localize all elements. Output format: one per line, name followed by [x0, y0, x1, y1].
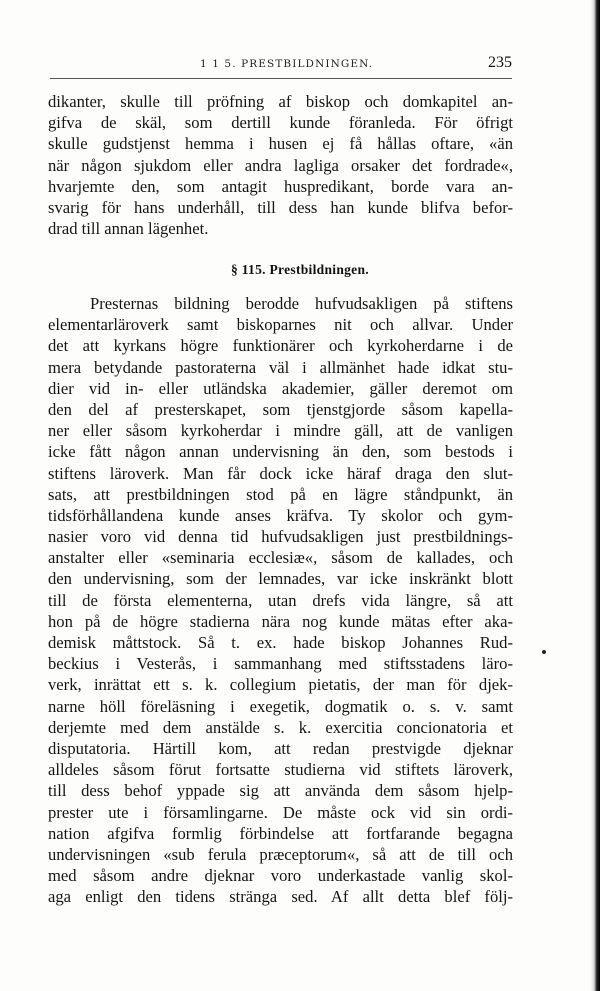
- text-line: prester ute i församlingarne. De måste ock vid sin ordi-: [48, 802, 513, 822]
- text-line: det att kyrkans högre funktionärer och kyrkoherdarne i de: [48, 336, 513, 356]
- section-heading: § 115. Prestbildningen.: [231, 262, 369, 277]
- margin-dot-mark: [542, 650, 546, 654]
- text-line: till de första elementerna, utan drefs vida längre, så att: [48, 590, 513, 610]
- text-line: nasier voro vid denna tid hufvudsakligen just prestbildnings-: [48, 527, 513, 547]
- text-line: gifva de skäl, som dertill kunde föranleda. För öfrigt: [48, 113, 513, 133]
- text-line: narne höll föreläsning i exegetik, dogmatik o. s. v. samt: [48, 696, 513, 716]
- paragraph-main: [48, 293, 513, 907]
- text-line: den undervisning, som der lemnades, var icke inskränkt blott: [48, 569, 513, 589]
- paragraph-top: [48, 91, 513, 239]
- text-line: tidsförhållandena kunde anses kräfva. Ty skolor och gym-: [48, 505, 513, 525]
- page-header: [50, 54, 512, 78]
- text-line: icke fått någon annan undervisning än den, som bestods i: [48, 442, 513, 462]
- text-line: stiftens läroverk. Man får dock icke häraf draga den slut-: [48, 463, 513, 483]
- text-line: till dess behof yppade sig att använda dem såsom hjelp-: [48, 781, 513, 801]
- text-line: när någon sjukdom eller andra lagliga orsaker det fordrade«,: [48, 155, 513, 175]
- text-line: alldeles såsom förut fortsatte studierna vid stiftets läroverk,: [48, 760, 513, 780]
- text-line: disputatoria. Härtill kom, att redan prestvigde djeknar: [48, 738, 513, 758]
- text-line: mera betydande pastoraterna väl i allmänhet hade idkat stu-: [48, 357, 513, 377]
- text-line: derjemte med dem anstälde s. k. exercitia concionatoria et: [48, 717, 513, 737]
- page-number: 235: [488, 54, 512, 71]
- text-line: dier vid in- eller utländska akademier, gäller deremot om: [48, 378, 513, 398]
- text-line: hvarjemte den, som antagit huspredikant, borde vara an-: [48, 176, 513, 196]
- text-line: beckius i Vesterås, i sammanhang med stiftsstadens läro-: [48, 654, 513, 674]
- text-line: demisk måttstock. Så t. ex. hade biskop Johannes Rud-: [48, 633, 513, 652]
- text-line: skulle gudstjenst hemma i husen ej få hållas oftare, «än: [48, 134, 513, 154]
- text-line: undervisningen «sub ferula præceptorum«, så att de till och: [48, 844, 513, 864]
- text-line: Presternas bildning berodde hufvudsakligen på stiftens: [90, 294, 513, 313]
- text-line: ner eller såsom kyrkoherdar i mindre gäll, att de vanligen: [48, 421, 513, 441]
- running-title: 1 1 5. PRESTBILDNINGEN.: [200, 58, 374, 70]
- text-line: med såsom andre djeknar voro underkastade vanlig skol-: [48, 866, 513, 886]
- text-line: drad till annan lägenhet.: [48, 219, 209, 239]
- text-line: verk, inrättat ett s. k. collegium pietatis, der man för djek-: [48, 675, 513, 695]
- binding-edge: [590, 0, 600, 991]
- text-line: nation afgifva formlig förbindelse att fortfarande begagna: [48, 823, 513, 843]
- text-line: dikanter, skulle till pröfning af biskop och domkapitel an-: [48, 92, 513, 111]
- text-line: den del af presterskapet, som tjenstgjorde såsom kapella-: [48, 399, 513, 419]
- text-line: anstalter eller «seminaria ecclesiæ«, såsom de kallades, och: [48, 548, 513, 568]
- text-line: hon på de högre stadierna nära nog kunde mätas efter aka-: [48, 611, 513, 631]
- text-line: elementarläroverk samt biskoparnes nit och allvar. Under: [48, 315, 513, 335]
- header-rule: [50, 78, 512, 79]
- text-line: aga enligt den tidens stränga sed. Af allt detta blef följ-: [48, 887, 513, 907]
- text-line: svarig för hans underhåll, till dess han kunde blifva befor-: [48, 197, 513, 217]
- text-line: sats, att prestbildningen stod på en lägre ståndpunkt, än: [48, 484, 513, 504]
